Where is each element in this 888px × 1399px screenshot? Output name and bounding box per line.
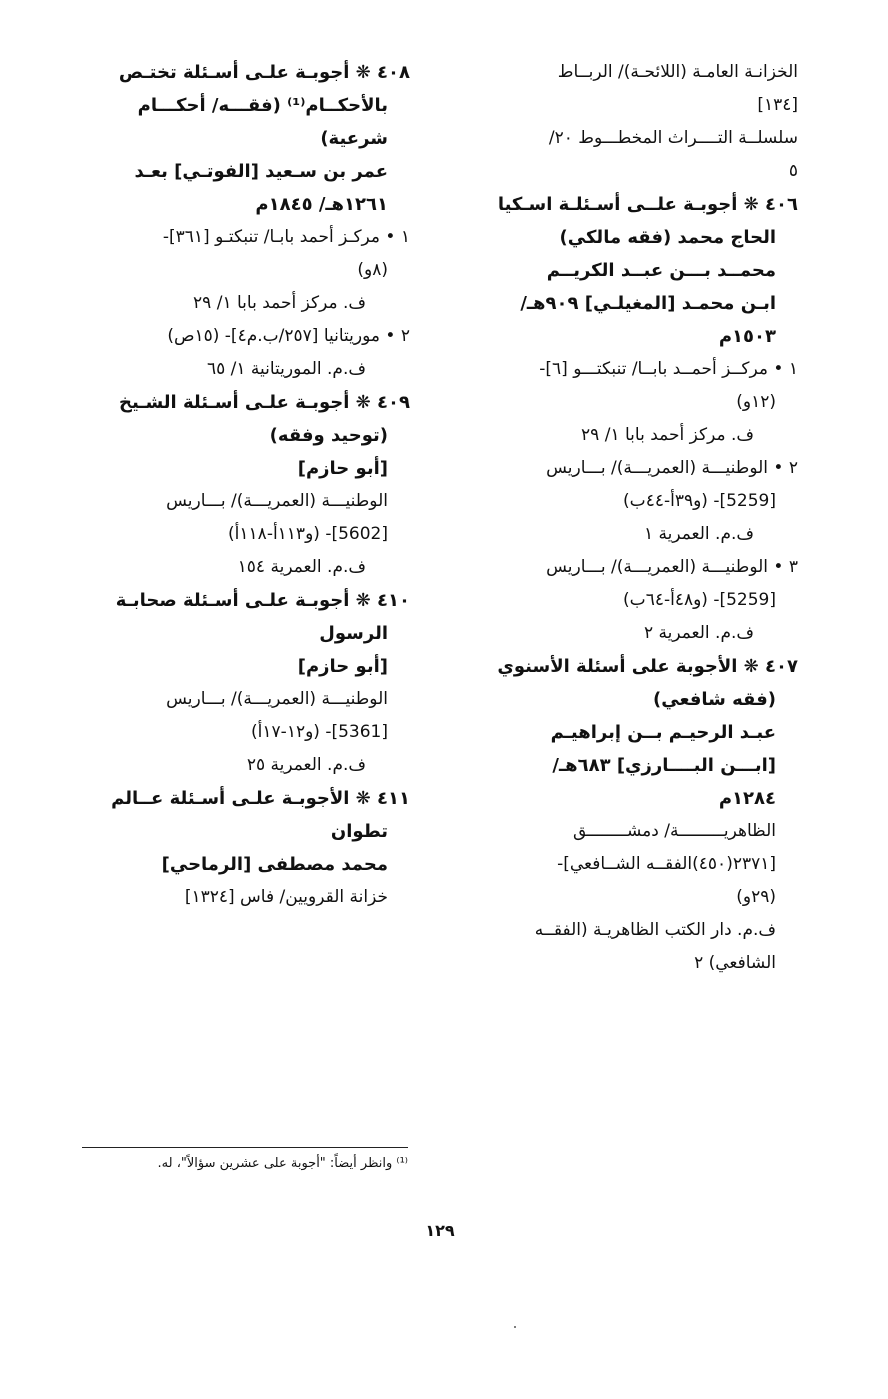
right-column-line: الشافعي) ٢ — [694, 953, 776, 973]
right-column-line: ١٥٠٣م — [718, 326, 776, 347]
left-column-line: (توحيد وفقه) — [269, 425, 388, 446]
left-column-line: الوطنيـــة (العمريـــة)/ بـــاريس — [166, 491, 388, 511]
left-column-line: [5361]- (و١٢-١٧أ) — [251, 722, 388, 742]
left-column-line: خزانة القرويين/ فاس [١٣٢٤] — [184, 887, 388, 907]
right-column-line: ف.م. العمرية ٢ — [643, 623, 754, 643]
right-column-line: ف.م. دار الكتب الظاهريـة (الفقــه — [534, 920, 776, 940]
footnote: ⁽¹⁾ وانظر أيضاً: "أجوبة على عشرين سؤالاً"، له. — [157, 1156, 408, 1171]
left-column-line: عمر بن سـعيد [الفوتـي] بعـد — [134, 161, 388, 182]
right-column-line: ٣ • الوطنيـــة (العمريـــة)/ بـــاريس — [546, 557, 798, 577]
left-column-line: [5602]- (و١١٣أ-١١٨أ) — [228, 524, 388, 544]
right-column-line: [٢٣٧١(٤٥٠)الفقــه الشــافعي]- — [557, 854, 776, 874]
right-column-line: ٤٠٧ ❋ الأجوبة على أسئلة الأسنوي — [497, 656, 798, 677]
right-column-line: ١٢٨٤م — [718, 788, 776, 809]
left-column-line: ٤١١ ❋ الأجوبـة علـى أسـئلة عــالم — [111, 788, 410, 809]
left-column-line: محمد مصطفى [الرماحي] — [161, 854, 388, 875]
right-column-line: ف. مركز أحمد بابا ١/ ٢٩ — [581, 425, 754, 445]
footnote-divider — [82, 1147, 408, 1148]
scan-speck — [514, 1326, 516, 1328]
left-column-line: (٨و) — [357, 260, 388, 280]
left-column-line: ١ • مركـز أحمد بابـا/ تنبكتـو [٣٦١]- — [162, 227, 410, 247]
left-column-line: ف.م. الموريتانية ١/ ٦٥ — [206, 359, 366, 379]
left-column-line: ٢ • موريتانيا [٢٥٧/ب.م٤]- (١٥ص) — [167, 326, 410, 346]
left-column-line: ف.م. العمرية ٢٥ — [246, 755, 366, 775]
left-column-line: الرسول — [319, 623, 388, 644]
right-column-line: (١٢و) — [736, 392, 776, 412]
right-column-line: عبـد الرحيـم بــن إبراهيـم — [550, 722, 776, 743]
right-column-line: [5259]- (و٣٩أ-٤٤ب) — [623, 491, 776, 511]
left-column-line: ٤١٠ ❋ أجوبـة علـى أسـئلة صحابـة — [115, 590, 410, 611]
right-column-line: [ابـــن البــــارزي] ٦٨٣هـ/ — [552, 755, 776, 776]
left-column-line: شرعية) — [320, 128, 388, 149]
left-column-line: الوطنيـــة (العمريـــة)/ بـــاريس — [166, 689, 388, 709]
left-column-line: ٤٠٩ ❋ أجوبـة علـى أسـئلة الشـيخ — [119, 392, 410, 413]
left-column-line: ف.م. العمرية ١٥٤ — [237, 557, 366, 577]
right-column-line: الحاج محمد (فقه مالكي) — [559, 227, 776, 248]
right-column-line: سلسلــة التــــراث المخطـــوط ٢٠/ — [548, 128, 798, 148]
right-text-column — [462, 56, 798, 980]
right-column-line: ٤٠٦ ❋ أجوبـة علــى أسـئلـة اسـكيا — [497, 194, 798, 215]
right-column-line: ف.م. العمرية ١ — [643, 524, 754, 544]
right-column-line: الظاهريـــــــــة/ دمشــــــــق — [572, 821, 776, 841]
left-text-column — [72, 56, 410, 914]
right-column-line: ابـن محمـد [المغيلـي] ٩٠٩هـ/ — [520, 293, 776, 314]
page-number: ١٢٩ — [425, 1221, 455, 1240]
right-column-line: [5259]- (و٤٨أ-٦٤ب) — [623, 590, 776, 610]
right-column-line: (٢٩و) — [736, 887, 776, 907]
right-column-line: ٥ — [788, 161, 798, 181]
right-column-line: الخزانـة العامـة (اللائحـة)/ الربــاط — [557, 62, 798, 82]
left-column-line: [أبو حازم] — [297, 458, 388, 479]
right-column-line: (فقه شافعي) — [653, 689, 776, 710]
right-column-line: ٢ • الوطنيـــة (العمريـــة)/ بـــاريس — [546, 458, 798, 478]
left-column-line: تطوان — [330, 821, 388, 842]
right-column-line: [١٣٤] — [757, 95, 798, 115]
right-column-line: ١ • مركــز أحمــد بابــا/ تنبكتـــو [٦]- — [539, 359, 798, 379]
left-column-line: بالأحكــام⁽¹⁾ (فقـــه/ أحكـــام — [137, 95, 388, 116]
left-column-line: ١٢٦١هـ/ ١٨٤٥م — [255, 194, 388, 215]
left-column-line: [أبو حازم] — [297, 656, 388, 677]
left-column-line: ف. مركز أحمد بابا ١/ ٢٩ — [193, 293, 366, 313]
right-column-line: محمــد بـــن عبــد الكريــم — [546, 260, 776, 281]
left-column-line: ٤٠٨ ❋ أجوبـة علـى أسـئلة تختـص — [118, 62, 410, 83]
